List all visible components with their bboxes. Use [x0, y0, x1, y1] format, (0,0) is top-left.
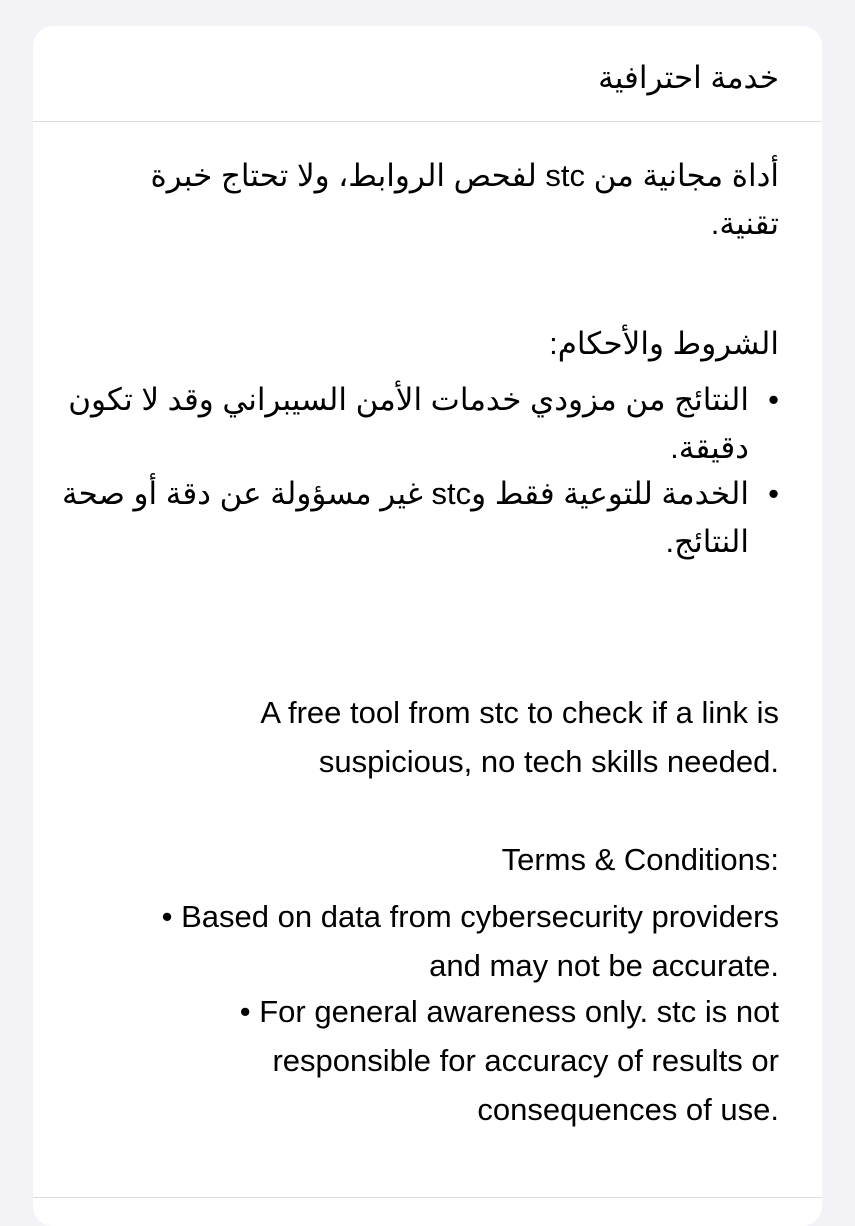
- bullet-icon: •: [768, 382, 779, 417]
- arabic-terms-heading: الشروط والأحكام:: [549, 326, 779, 361]
- bottom-divider: [33, 1197, 822, 1198]
- bullet-icon: •: [768, 476, 779, 511]
- english-description: A free tool from stc to check if a link is suspicious, no tech skills needed.: [260, 695, 779, 779]
- english-terms-heading: Terms & Conditions:: [501, 842, 779, 877]
- card-header: [33, 26, 822, 122]
- arabic-term-text: الخدمة للتوعية فقط وstc غير مسؤولة عن دقة أو صحة النتائج.: [61, 476, 749, 559]
- english-term-item: [159, 892, 779, 990]
- service-info-card: [33, 26, 822, 1226]
- english-term-item: [159, 987, 779, 1134]
- arabic-terms-list: [49, 376, 779, 564]
- card-title: خدمة احترافية: [598, 60, 779, 95]
- english-term-text: Based on data from cybersecurity providers and may not be accurate.: [181, 899, 779, 983]
- arabic-term-item: [49, 470, 779, 566]
- arabic-description: أداة مجانية من stc لفحص الروابط، ولا تحتاج خبرة تقنية.: [150, 158, 779, 241]
- bullet-icon: •: [161, 899, 182, 934]
- english-terms-list: [159, 892, 779, 1131]
- english-term-text: For general awareness only. stc is not responsible for accuracy of results or consequences of use.: [259, 994, 779, 1127]
- arabic-term-text: النتائج من مزودي خدمات الأمن السيبراني وقد لا تكون دقيقة.: [68, 382, 749, 465]
- bullet-icon: •: [239, 994, 260, 1029]
- arabic-term-item: [49, 376, 779, 472]
